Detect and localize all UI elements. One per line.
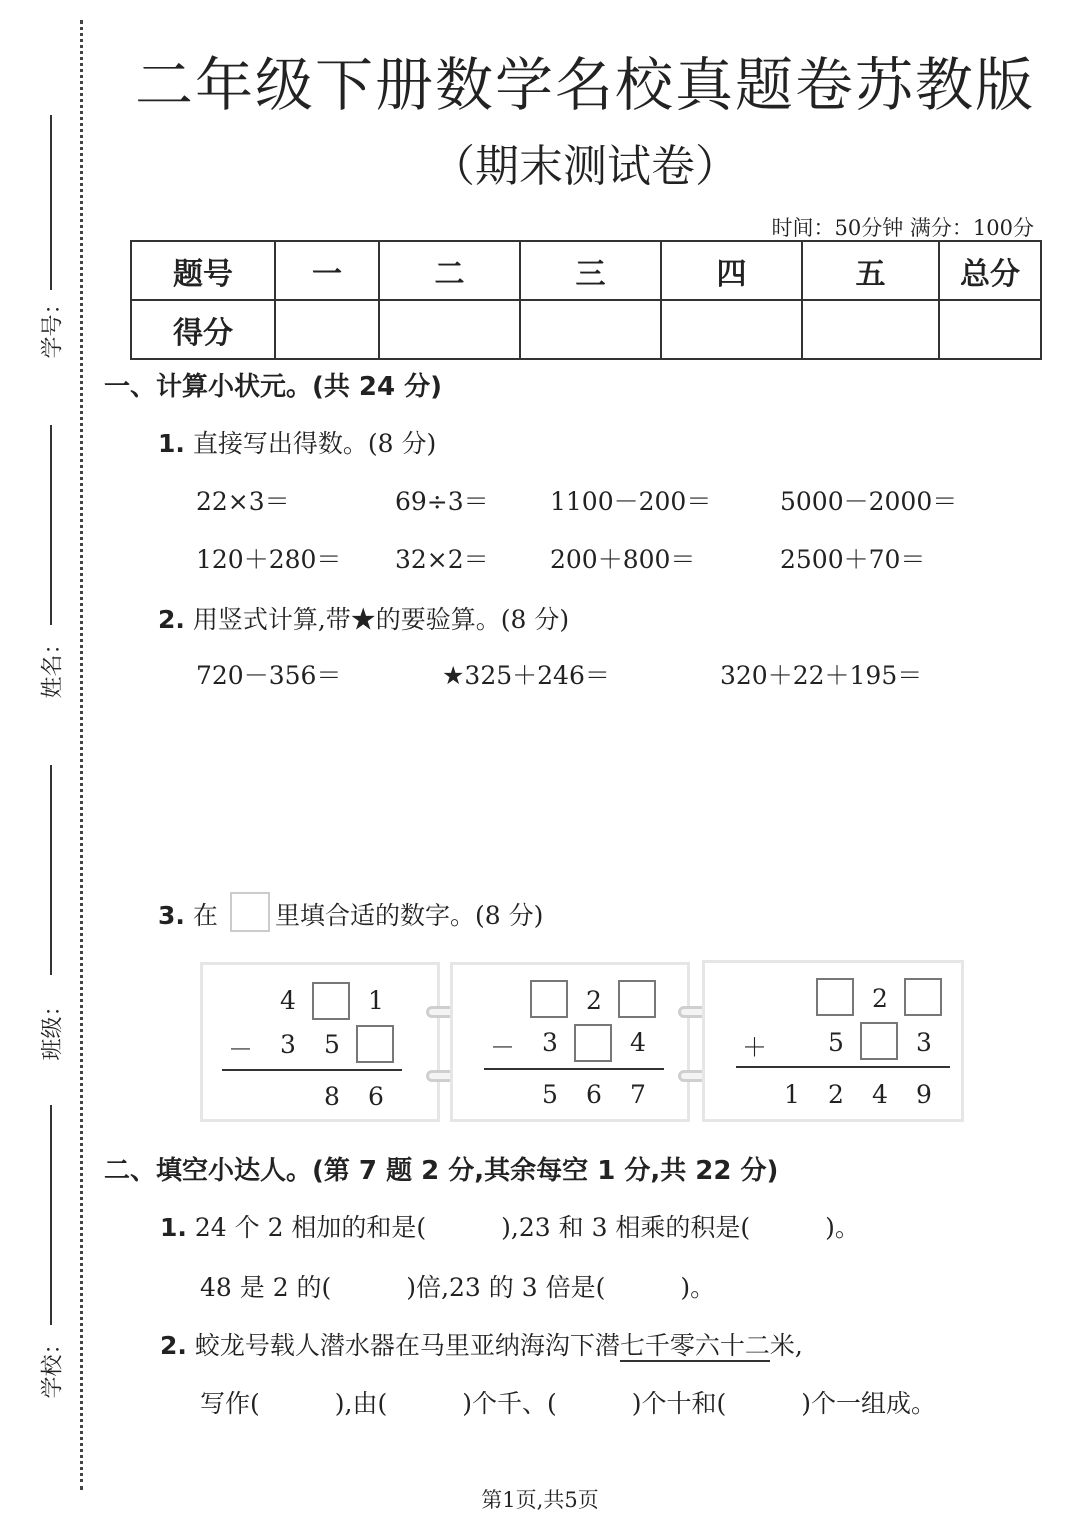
question-1-2 [158, 600, 569, 636]
score-cell: 二 [379, 241, 520, 300]
puzzle-digit: 6 [586, 1080, 602, 1109]
question-text-line: 48 是 2 的( )倍,23 的 3 倍是( )。 [200, 1273, 716, 1302]
question-text: 24 个 2 相加的和是( ),23 和 3 相乘的积是( )。 [194, 1213, 860, 1242]
puzzle-digit: 4 [280, 986, 296, 1015]
question-number: 2. [158, 605, 185, 634]
digit-input-box[interactable] [530, 980, 568, 1018]
score-cell: 三 [520, 241, 661, 300]
calc-item: 22×3＝ [196, 487, 290, 516]
score-header-row [131, 241, 1041, 300]
calc-item: 200＋800＝ [550, 545, 696, 574]
exam-meta: 时间：50分钟 满分：100分 [771, 216, 1034, 240]
score-cell[interactable] [520, 300, 661, 359]
question-number: 1. [158, 429, 185, 458]
section1-title: 一、计算小状元。(共 24 分) [104, 372, 443, 402]
digit-input-box[interactable] [356, 1025, 394, 1063]
vertical-calc-item: 720－356＝ [196, 661, 342, 690]
sum-line [736, 1066, 950, 1068]
question-text: 蛟龙号载人潜水器在马里亚纳海沟下潜 [194, 1331, 620, 1360]
score-cell[interactable] [379, 300, 520, 359]
score-cell: 四 [661, 241, 802, 300]
digit-input-box[interactable] [312, 982, 350, 1020]
question-text: 米, [769, 1331, 803, 1360]
question-number: 3. [158, 901, 185, 930]
puzzle-digit: 5 [324, 1030, 340, 1059]
question-number: 2. [160, 1331, 187, 1360]
calc-item: 1100－200＝ [550, 487, 712, 516]
puzzle-digit: 8 [324, 1082, 340, 1111]
digit-input-box[interactable] [618, 980, 656, 1018]
digit-input-box[interactable] [860, 1022, 898, 1060]
score-cell: 题号 [131, 241, 275, 300]
score-cell[interactable] [802, 300, 939, 359]
class-rule [50, 765, 52, 975]
question-text-post: 里填合适的数字。(8 分) [275, 901, 544, 930]
puzzle-digit: 4 [872, 1080, 888, 1109]
score-cell: 五 [802, 241, 939, 300]
question-number: 1. [160, 1213, 187, 1242]
calc-item: 120＋280＝ [196, 545, 342, 574]
page-footer: 第1页,共5页 [481, 1488, 599, 1512]
question-2-1 [160, 1208, 860, 1244]
question-text-pre: 在 [192, 901, 218, 930]
question-1-1 [158, 424, 436, 460]
puzzle-digit: 3 [916, 1028, 932, 1057]
name-label: 姓名： [40, 632, 66, 699]
score-cell[interactable] [275, 300, 379, 359]
score-cell[interactable] [661, 300, 802, 359]
sample-blank-box [230, 892, 270, 932]
puzzle-digit: 4 [630, 1028, 646, 1057]
binding-dotted-line [80, 20, 83, 1490]
digit-input-box[interactable] [574, 1024, 612, 1062]
calc-item: 32×2＝ [395, 545, 489, 574]
puzzle-digit: 5 [542, 1080, 558, 1109]
student-id-label: 学号： [40, 292, 66, 359]
puzzle-operator: ＋ [742, 1033, 768, 1062]
section2-title: 二、填空小达人。(第 7 题 2 分,其余每空 1 分,共 22 分) [104, 1156, 779, 1186]
school-label: 学校： [40, 1332, 66, 1399]
name-rule [50, 425, 52, 625]
question-text: 用竖式计算,带★的要验算。(8 分) [192, 605, 570, 634]
score-cell: 一 [275, 241, 379, 300]
question-text-line: 写作( ),由( )个千、( )个十和( )个一组成。 [200, 1389, 936, 1418]
page-title: 二年级下册数学名校真题卷苏教版 [134, 51, 1035, 119]
puzzle-digit: 5 [828, 1028, 844, 1057]
school-rule [50, 1105, 52, 1325]
underlined-number-words: 七千零六十二 [619, 1331, 770, 1360]
score-table [130, 240, 1042, 360]
puzzle-digit: 7 [630, 1080, 646, 1109]
class-label: 班级： [40, 994, 66, 1061]
puzzle-digit: 2 [872, 984, 888, 1013]
sum-line [222, 1069, 402, 1071]
calc-item: 5000－2000＝ [780, 487, 958, 516]
page-subtitle: （期末测试卷） [431, 141, 739, 192]
vertical-calc-item: ★325＋246＝ [442, 661, 610, 690]
score-value-row [131, 300, 1041, 359]
puzzle-operator: － [228, 1035, 254, 1064]
score-cell: 得分 [131, 300, 275, 359]
calc-item: 69÷3＝ [395, 487, 489, 516]
vertical-calc-item: 320＋22＋195＝ [720, 661, 923, 690]
puzzle-digit: 9 [916, 1080, 932, 1109]
digit-input-box[interactable] [904, 978, 942, 1016]
puzzle-digit: 6 [368, 1082, 384, 1111]
calc-item: 2500＋70＝ [780, 545, 926, 574]
puzzle-digit: 1 [368, 986, 384, 1015]
puzzle-digit: 3 [280, 1030, 296, 1059]
puzzle-operator: － [490, 1033, 516, 1062]
question-1-3 [158, 896, 218, 932]
sum-line [484, 1068, 664, 1070]
question-text: 直接写出得数。(8 分) [192, 429, 437, 458]
puzzle-digit: 2 [586, 986, 602, 1015]
puzzle-digit: 2 [828, 1080, 844, 1109]
score-cell: 总分 [939, 241, 1041, 300]
score-cell[interactable] [939, 300, 1041, 359]
puzzle-digit: 3 [542, 1028, 558, 1057]
puzzle-digit: 1 [784, 1080, 800, 1109]
question-2-2 [160, 1326, 803, 1362]
digit-input-box[interactable] [816, 978, 854, 1016]
